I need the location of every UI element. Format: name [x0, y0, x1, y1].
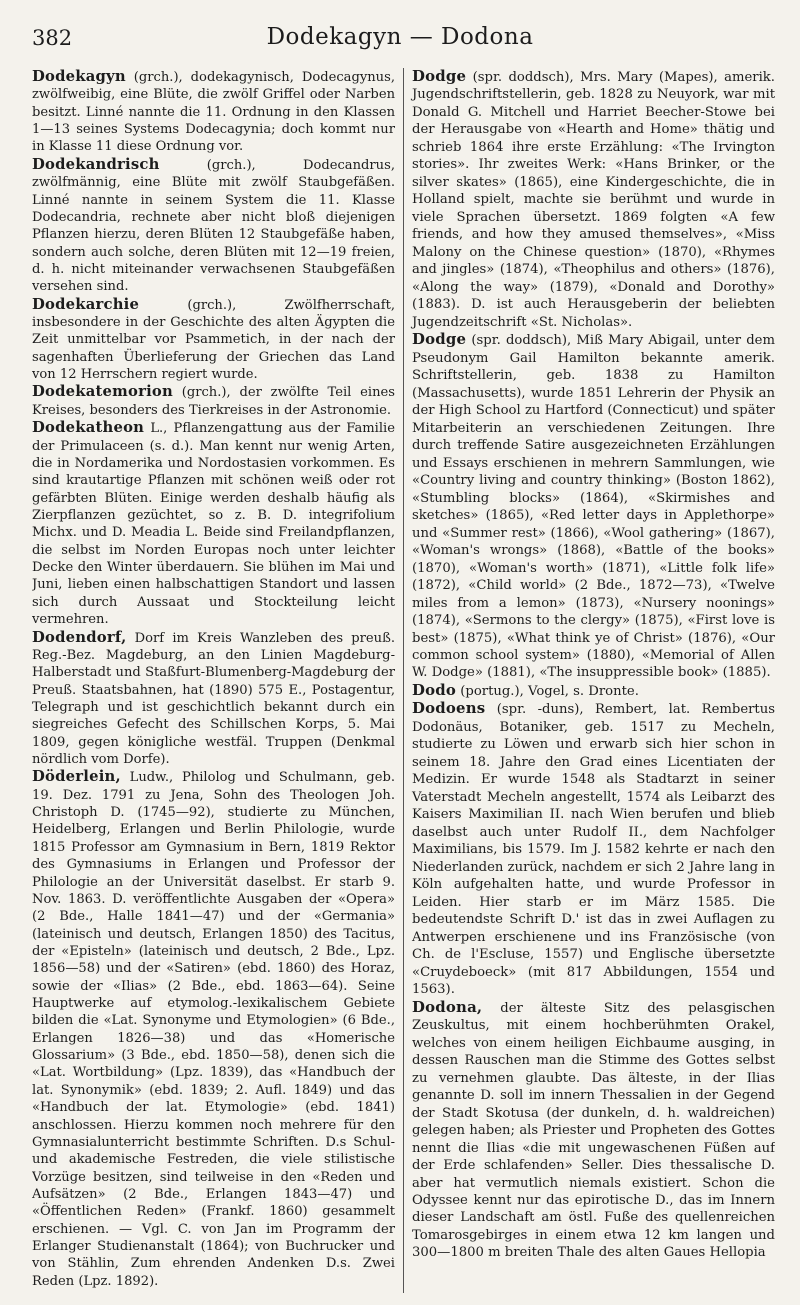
entry-text: (spr. -duns), Rembert, lat. Rembertus Dodonäus, Botaniker, geb. 1517 zu Mecheln, studierte zu Löwen und erwarb sich hier schon in seinem 18. Jahre den Grad eines Licentiaten der Medizin. Er wurde 1548 als Stadtarzt in seiner Vaterstadt Mecheln angestellt, 1574 als Leibarzt des Kaisers Maximilian II. nach Wien berufen und blieb daselbst auch unter Rudolf II., dem Nachfolger Maximilians, bis 1579. Im J. 1582 kehrte er nach den Niederlanden zurück, nachdem er sich 2 Jahre lang in Köln aufgehalten hatte, und wurde Professor in Leiden. Hier starb er im März 1585. Die bedeutendste Schrift D.' ist das in zwei Auflagen zu Antwerpen erschienene und ins Französische (von Ch. de l'Escluse, 1557) und Englische übersetzte «Cruydeboeck» (mit 817 Abbildungen, 1554 und 1563). [412, 702, 775, 998]
entry-headword: Dodge [412, 68, 467, 85]
entry-headword: Döderlein, [32, 768, 121, 786]
entry-text: L., Pflanzengattung aus der Familie der Primulaceen (s. d.). Man kennt nur wenig Arten, die in Nordamerika und Nordostasien vorkommen. Es sind krautartige Pflanzen mit schönen weiß oder rot gefärbten Blüten. Einige werden deshalb häufig als Zierpflanzen gezüchtet, so z. B. D. integrifolium Michx. und D. Meadia L. Beide sind Freilandpflanzen, die selbst im Norden Europas noch unter leichter Decke den Winter überdauern. Sie blühen im Mai und Juni, lieben einen halbschattigen Standort und lassen sich durch Aussaat und Stockteilung leicht vermehren. [32, 421, 395, 628]
entry-headword: Dodge [412, 330, 467, 349]
entry-headword: Dodekagyn [32, 68, 126, 85]
page-number: 382 [32, 26, 73, 50]
dictionary-entry [412, 700, 775, 998]
dictionary-entry [412, 68, 775, 331]
page-header [0, 12, 800, 56]
entry-text: (spr. doddsch), Miß Mary Abigail, unter dem Pseudonym Gail Hamilton bekannte amerik. Schriftstellerin, geb. 1838 zu Hamilton (Massachusetts), wurde 1851 Lehrerin der Physik an der High School zu Hartford (Connecticut) und später Mitarbeiterin an verschiedenen Zeitungen. Ihre durch treffende Satire ausgezeichneten Erzählungen und Essays erschienen in mehrern Sammlungen, wie «Country living and country thinking» (Boston 1862), «Stumbling blocks» (1864), «Skirmishes and sketches» (1865), «Red letter days in Applethorpe» und «Summer rest» (1866), «Wool gathering» (1867), «Woman's wrongs» (1868), «Battle of the books» (1870), «Woman's worth» (1871), «Little folk life» (1872), «Child world» (2 Bde., 1872—73), «Twelve miles from a lemon» (1873), «Nursery noonings» (1874), «Sermons to the clergy» (1875), «First love is best» (1875), «What think ye of Christ» (1876), «Our common school system» (1880), «Memorial of Allen W. Dodge» (1881), «The insuppressible book» (1885). [412, 333, 775, 681]
dictionary-entry [32, 629, 395, 769]
entry-text: (portug.), Vogel, s. Dronte. [456, 683, 639, 699]
entry-headword: Dodo [412, 680, 457, 699]
dictionary-entry [32, 419, 395, 628]
running-head: Dodekagyn — Dodona [266, 24, 534, 50]
dictionary-entry [32, 156, 395, 296]
dictionary-entry [32, 768, 395, 1290]
dictionary-entry [412, 999, 775, 1262]
entry-headword: Dodoens [412, 699, 486, 718]
entry-headword: Dodekatemorion [32, 383, 173, 401]
entry-text: Dorf im Kreis Wanzleben des preuß. Reg.-Bez. Magdeburg, an den Linien Magdeburg-Halberstadt und Staßfurt-Blumenberg-Magdeburg der Preuß. Staatsbahnen, hat (1890) 575 E., Postagentur, Telegraph und ist geschichtlich bekannt durch ein siegreiches Gefecht des Schillschen Korps, 5. Mai 1809, gegen königliche westfäl. Truppen (Denkmal nördlich vom Dorfe). [32, 630, 395, 768]
entry-text: (grch.), Zwölfherrschaft, insbesondere in der Geschichte des alten Ägypten die Zeit unmittelbar vor Psammetich, in der nach der sagenhaften Überlieferung der Griechen das Land von 12 Herrschern regiert wurde. [32, 297, 395, 383]
dictionary-entry [412, 331, 775, 682]
entry-text: (grch.), dodekagynisch, Dodecagynus, zwölfweibig, eine Blüte, die zwölf Griffel oder Narben besitzt. Linné nannte die 11. Ordnung in den Klassen 1—13 seines Systems Dodecagynia; doch kommt nur in Klasse 11 diese Ordnung vor. [32, 70, 395, 155]
dictionary-entry [32, 68, 395, 156]
dictionary-entry [32, 296, 395, 384]
entry-text: Ludw., Philolog und Schulmann, geb. 19. Dez. 1791 zu Jena, Sohn des Theologen Joh. Christoph D. (1745—92), studierte zu München, Heidelberg, Erlangen und Berlin Philologie, wurde 1815 Professor am Gymnasium in Bern, 1819 Rektor des Gymnasiums in Erlangen und Professor der Philologie an der Universität daselbst. Er starb 9. Nov. 1863. D. veröffentlichte Ausgaben der «Opera» (2 Bde., Halle 1841—47) und der «Germania» (lateinisch und deutsch, Erlangen 1850) des Tacitus, der «Episteln» (lateinisch und deutsch, 2 Bde., Lpz. 1856—58) und der «Satiren» (ebd. 1860) des Horaz, sowie der «Ilias» (2 Bde., ebd. 1863—64). Seine Hauptwerke auf etymolog.-lexikalischem Gebiete bilden die «Lat. Synonyme und Etymologien» (6 Bde., Erlangen 1826—38) und das «Homerische Glossarium» (3 Bde., ebd. 1850—58), denen sich die «Lat. Wortbildung» (Lpz. 1839), das «Handbuch der lat. Synonymik» (ebd. 1839; 2. Aufl. 1849) und das «Handbuch der lat. Etymologie» (ebd. 1841) anschlossen. Hierzu kommen noch mehrere für den Gymnasialunterricht bestimmte Schriften. D.s Schul- und akademische Festreden, die viele stilistische Vorzüge besitzen, sind teilweise in den «Reden und Aufsätzen» (2 Bde., Erlangen 1843—47) und «Öffentlichen Reden» (Frankf. 1860) gesammelt erschienen. — Vgl. C. von Jan im Programm der Erlanger Studienanstalt (1864); von Buchrucker und von Stählin, Zum ehrenden Andenken D.s. Zwei Reden (Lpz. 1892). [32, 770, 395, 1289]
entry-headword: Dodendorf, [32, 628, 127, 646]
entry-headword: Dodekarchie [32, 295, 140, 313]
entry-text: (grch.), der zwölfte Teil eines Kreises, besonders des Tierkreises in der Astronomie. [32, 385, 395, 418]
entry-headword: Dodona, [412, 997, 483, 1016]
entry-headword: Dodekatheon [32, 419, 145, 437]
right-column [404, 68, 775, 1293]
dictionary-entry [412, 682, 775, 700]
entry-text: (spr. doddsch), Mrs. Mary (Mapes), amerik. Jugendschriftstellerin, geb. 1828 zu Neuyork, war mit Donald G. Mitchell und Harriet Beecher-Stowe bei der Herausgabe von «Hearth and Home» thätig und schrieb 1864 ihre erste Erzählung: «The Irvington stories». Ihr zweites Werk: «Hans Brinker, or the silver skates» (1865), eine Kindergeschichte, die in Holland spielt, machte sie berühmt und wurde in viele Sprachen übersetzt. 1869 folgten «A few friends, and how they amused themselves», «Miss Malony on the Chinese question» (1870), «Rhymes and jingles» (1874), «Theophilus and others» (1876), «Along the way» (1879), «Donald and Dorothy» (1883). D. ist auch Herausgeberin der beliebten Jugendzeitschrift «St. Nicholas». [412, 70, 775, 330]
text-columns [32, 68, 775, 1293]
dictionary-entry [32, 383, 395, 419]
entry-text: der älteste Sitz des pelasgischen Zeuskultus, mit einem hochberühmten Orakel, welches von einem heiligen Eichbaume ausging, in dessen Rauschen man die Stimme des Gottes selbst zu vernehmen glaubte. Das älteste, in der Ilias genannte D. soll im innern Thessalien in der Gegend der Stadt Skotusa (der dunkeln, d. h. waldreichen) gelegen haben; als Priester und Propheten des Gottes nennt die Ilias «die mit ungewaschenen Füßen auf der Erde schlafenden» Seller. Dies thessalische D. aber hat vermutlich niemals existiert. Schon die Odyssee kennt nur das epirotische D., das im Innern dieser Landschaft am östl. Fuße des quellenreichen Tomarosgebirges in einem etwa 12 km langen und 300—1800 m breiten Thale des alten Gaues Hellopia [412, 1000, 775, 1261]
entry-headword: Dodekandrisch [32, 155, 160, 173]
entry-text: (grch.), Dodecandrus, zwölfmännig, eine Blüte mit zwölf Staubgefäßen. Linné nannte in seinem System die 11. Klasse Dodecandria, rechnete aber nicht bloß diejenigen Pflanzen hierzu, deren Blüten 12 Staubgefäße haben, sondern auch solche, deren Blüten mit 12—19 freien, d. h. nicht miteinander verwachsenen Staubgefäßen versehen sind. [32, 157, 395, 295]
left-column [32, 68, 403, 1293]
